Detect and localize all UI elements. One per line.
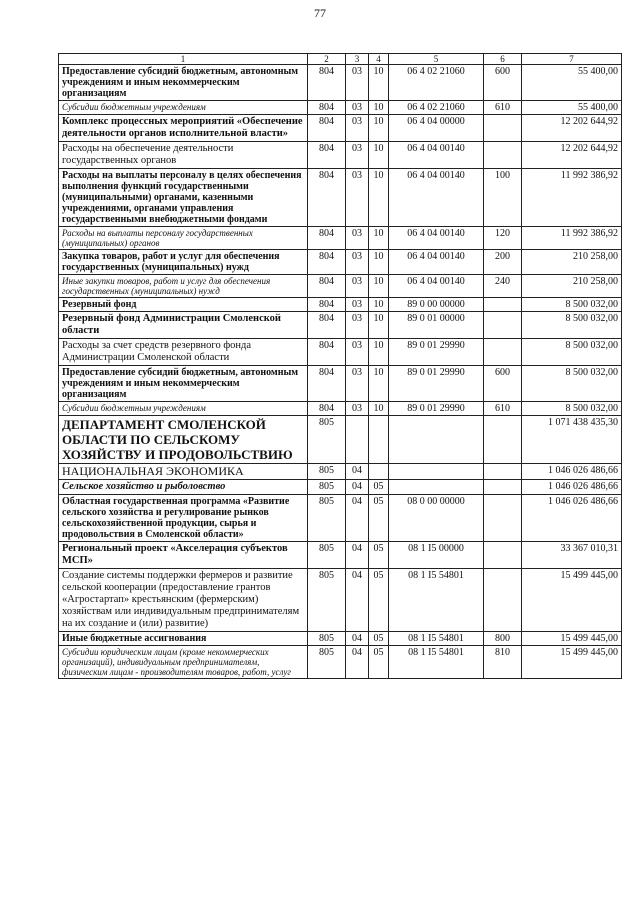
column-header: 7 <box>522 54 622 65</box>
row-name-cell: НАЦИОНАЛЬНАЯ ЭКОНОМИКА <box>59 464 308 480</box>
subsection-code-cell: 10 <box>369 101 389 115</box>
expense-type-cell: 600 <box>484 65 522 101</box>
section-code-cell: 03 <box>346 298 369 312</box>
expense-type-cell <box>484 464 522 480</box>
subsection-code-cell: 10 <box>369 65 389 101</box>
target-article-cell: 06 4 02 21060 <box>389 65 484 101</box>
row-name-cell: Предоставление субсидий бюджетным, автономным учреждениям и иным некоммерческим организациям <box>59 65 308 101</box>
expense-type-cell <box>484 298 522 312</box>
subsection-code-cell: 05 <box>369 495 389 542</box>
expense-type-cell <box>484 339 522 366</box>
section-code-cell: 04 <box>346 569 369 632</box>
target-article-cell: 08 1 I5 54801 <box>389 569 484 632</box>
target-article-cell: 08 0 00 00000 <box>389 495 484 542</box>
ministry-code-cell: 804 <box>308 142 346 169</box>
section-code-cell: 03 <box>346 402 369 416</box>
column-header: 1 <box>59 54 308 65</box>
row-name-cell: ДЕПАРТАМЕНТ СМОЛЕНСКОЙ ОБЛАСТИ ПО СЕЛЬСКОМУ ХОЗЯЙСТВУ И ПРОДОВОЛЬСТВИЮ <box>59 416 308 464</box>
row-name-cell: Иные закупки товаров, работ и услуг для обеспечения государственных (муниципальных) нужд <box>59 275 308 298</box>
row-name-cell: Расходы на выплаты персоналу в целях обеспечения выполнения функций государственными (муниципальными) органами, казенными учреждениями, органами управления государственными внебюджетными фондами <box>59 169 308 227</box>
target-article-cell: 89 0 00 00000 <box>389 298 484 312</box>
expense-type-cell: 240 <box>484 275 522 298</box>
table-row <box>59 65 622 101</box>
table-row <box>59 495 622 542</box>
target-article-cell: 08 1 I5 00000 <box>389 542 484 569</box>
section-code-cell: 04 <box>346 495 369 542</box>
target-article-cell: 06 4 04 00140 <box>389 169 484 227</box>
expense-type-cell: 610 <box>484 402 522 416</box>
subsection-code-cell: 10 <box>369 339 389 366</box>
ministry-code-cell: 804 <box>308 275 346 298</box>
column-header: 4 <box>369 54 389 65</box>
subsection-code-cell: 10 <box>369 115 389 142</box>
table-row <box>59 646 622 679</box>
expense-type-cell: 200 <box>484 250 522 275</box>
amount-cell: 8 500 032,00 <box>522 402 622 416</box>
table-header-row <box>59 54 622 65</box>
ministry-code-cell: 804 <box>308 115 346 142</box>
amount-cell: 8 500 032,00 <box>522 312 622 339</box>
amount-cell: 15 499 445,00 <box>522 569 622 632</box>
expense-type-cell <box>484 542 522 569</box>
expense-type-cell <box>484 495 522 542</box>
row-name-cell: Резервный фонд <box>59 298 308 312</box>
target-article-cell: 08 1 I5 54801 <box>389 646 484 679</box>
target-article-cell: 06 4 04 00140 <box>389 250 484 275</box>
subsection-code-cell: 05 <box>369 569 389 632</box>
row-name-cell: Иные бюджетные ассигнования <box>59 632 308 646</box>
table-row <box>59 227 622 250</box>
row-name-cell: Субсидии юридическим лицам (кроме некоммерческих организаций), индивидуальным предпринимателям, физическим лицам - производителям товаров, работ, услуг <box>59 646 308 679</box>
column-header: 5 <box>389 54 484 65</box>
section-code-cell: 04 <box>346 464 369 480</box>
subsection-code-cell: 10 <box>369 169 389 227</box>
table-row <box>59 250 622 275</box>
subsection-code-cell: 10 <box>369 142 389 169</box>
target-article-cell: 08 1 I5 54801 <box>389 632 484 646</box>
expense-type-cell: 800 <box>484 632 522 646</box>
ministry-code-cell: 804 <box>308 366 346 402</box>
expense-type-cell: 810 <box>484 646 522 679</box>
row-name-cell: Расходы на выплаты персоналу государственных (муниципальных) органов <box>59 227 308 250</box>
ministry-code-cell: 804 <box>308 65 346 101</box>
table-row <box>59 298 622 312</box>
section-code-cell: 03 <box>346 250 369 275</box>
table-row <box>59 480 622 495</box>
amount-cell: 1 071 438 435,30 <box>522 416 622 464</box>
table-row <box>59 569 622 632</box>
ministry-code-cell: 804 <box>308 312 346 339</box>
section-code-cell: 03 <box>346 275 369 298</box>
target-article-cell: 06 4 04 00140 <box>389 275 484 298</box>
table-row <box>59 339 622 366</box>
expense-type-cell <box>484 416 522 464</box>
target-article-cell: 06 4 04 00140 <box>389 227 484 250</box>
amount-cell: 15 499 445,00 <box>522 646 622 679</box>
section-code-cell: 03 <box>346 169 369 227</box>
section-code-cell: 03 <box>346 312 369 339</box>
ministry-code-cell: 804 <box>308 250 346 275</box>
amount-cell: 8 500 032,00 <box>522 366 622 402</box>
table-row <box>59 275 622 298</box>
row-name-cell: Комплекс процессных мероприятий «Обеспечение деятельности органов исполнительной власти» <box>59 115 308 142</box>
amount-cell: 11 992 386,92 <box>522 227 622 250</box>
table-row <box>59 169 622 227</box>
amount-cell: 210 258,00 <box>522 275 622 298</box>
target-article-cell: 89 0 01 29990 <box>389 339 484 366</box>
subsection-code-cell: 05 <box>369 632 389 646</box>
target-article-cell <box>389 464 484 480</box>
ministry-code-cell: 804 <box>308 101 346 115</box>
amount-cell: 8 500 032,00 <box>522 298 622 312</box>
section-code-cell: 04 <box>346 542 369 569</box>
ministry-code-cell: 805 <box>308 416 346 464</box>
section-code-cell: 03 <box>346 227 369 250</box>
section-code-cell: 03 <box>346 101 369 115</box>
column-header: 6 <box>484 54 522 65</box>
target-article-cell: 06 4 02 21060 <box>389 101 484 115</box>
ministry-code-cell: 804 <box>308 227 346 250</box>
ministry-code-cell: 805 <box>308 464 346 480</box>
expense-type-cell <box>484 115 522 142</box>
subsection-code-cell: 10 <box>369 275 389 298</box>
table-row <box>59 366 622 402</box>
subsection-code-cell <box>369 416 389 464</box>
target-article-cell: 89 0 01 00000 <box>389 312 484 339</box>
amount-cell: 55 400,00 <box>522 101 622 115</box>
amount-cell: 1 046 026 486,66 <box>522 464 622 480</box>
expense-type-cell <box>484 142 522 169</box>
row-name-cell: Расходы на обеспечение деятельности государственных органов <box>59 142 308 169</box>
expense-type-cell <box>484 569 522 632</box>
target-article-cell: 89 0 01 29990 <box>389 402 484 416</box>
target-article-cell: 89 0 01 29990 <box>389 366 484 402</box>
budget-table <box>58 53 622 679</box>
ministry-code-cell: 804 <box>308 169 346 227</box>
row-name-cell: Сельское хозяйство и рыболовство <box>59 480 308 495</box>
target-article-cell: 06 4 04 00140 <box>389 142 484 169</box>
table-row <box>59 142 622 169</box>
expense-type-cell: 120 <box>484 227 522 250</box>
amount-cell: 1 046 026 486,66 <box>522 495 622 542</box>
ministry-code-cell: 804 <box>308 298 346 312</box>
subsection-code-cell <box>369 464 389 480</box>
amount-cell: 55 400,00 <box>522 65 622 101</box>
ministry-code-cell: 804 <box>308 402 346 416</box>
amount-cell: 33 367 010,31 <box>522 542 622 569</box>
target-article-cell <box>389 416 484 464</box>
subsection-code-cell: 10 <box>369 227 389 250</box>
row-name-cell: Расходы за счет средств резервного фонда Администрации Смоленской области <box>59 339 308 366</box>
ministry-code-cell: 805 <box>308 495 346 542</box>
expense-type-cell: 600 <box>484 366 522 402</box>
target-article-cell <box>389 480 484 495</box>
row-name-cell: Субсидии бюджетным учреждениям <box>59 101 308 115</box>
amount-cell: 8 500 032,00 <box>522 339 622 366</box>
subsection-code-cell: 05 <box>369 480 389 495</box>
subsection-code-cell: 10 <box>369 250 389 275</box>
row-name-cell: Предоставление субсидий бюджетным, автономным учреждениям и иным некоммерческим организациям <box>59 366 308 402</box>
table-row <box>59 101 622 115</box>
section-code-cell: 04 <box>346 480 369 495</box>
row-name-cell: Субсидии бюджетным учреждениям <box>59 402 308 416</box>
table-row <box>59 312 622 339</box>
column-header: 2 <box>308 54 346 65</box>
section-code-cell: 04 <box>346 632 369 646</box>
section-code-cell: 04 <box>346 646 369 679</box>
amount-cell: 210 258,00 <box>522 250 622 275</box>
ministry-code-cell: 805 <box>308 632 346 646</box>
ministry-code-cell: 804 <box>308 339 346 366</box>
subsection-code-cell: 05 <box>369 542 389 569</box>
expense-type-cell <box>484 312 522 339</box>
row-name-cell: Закупка товаров, работ и услуг для обеспечения государственных (муниципальных) нужд <box>59 250 308 275</box>
subsection-code-cell: 05 <box>369 646 389 679</box>
table-row <box>59 416 622 464</box>
amount-cell: 12 202 644,92 <box>522 115 622 142</box>
table-row <box>59 464 622 480</box>
column-header: 3 <box>346 54 369 65</box>
amount-cell: 12 202 644,92 <box>522 142 622 169</box>
page-number: 77 <box>314 6 326 20</box>
row-name-cell: Областная государственная программа «Развитие сельского хозяйства и регулирование рынков сельскохозяйственной продукции, сырья и продовольствия в Смоленской области» <box>59 495 308 542</box>
section-code-cell: 03 <box>346 65 369 101</box>
table-row <box>59 115 622 142</box>
table-row <box>59 632 622 646</box>
amount-cell: 11 992 386,92 <box>522 169 622 227</box>
subsection-code-cell: 10 <box>369 402 389 416</box>
amount-cell: 15 499 445,00 <box>522 632 622 646</box>
row-name-cell: Региональный проект «Акселерация субъектов МСП» <box>59 542 308 569</box>
expense-type-cell <box>484 480 522 495</box>
section-code-cell: 03 <box>346 366 369 402</box>
table-row <box>59 402 622 416</box>
row-name-cell: Создание системы поддержки фермеров и развитие сельской кооперации (предоставление грантов «Агростартап» крестьянским (фермерским) хозяйствам или индивидуальным предпринимателям на их создание и (или) развитие) <box>59 569 308 632</box>
amount-cell: 1 046 026 486,66 <box>522 480 622 495</box>
row-name-cell: Резервный фонд Администрации Смоленской области <box>59 312 308 339</box>
section-code-cell: 03 <box>346 142 369 169</box>
table-row <box>59 542 622 569</box>
subsection-code-cell: 10 <box>369 312 389 339</box>
ministry-code-cell: 805 <box>308 480 346 495</box>
section-code-cell: 03 <box>346 115 369 142</box>
subsection-code-cell: 10 <box>369 366 389 402</box>
expense-type-cell: 610 <box>484 101 522 115</box>
ministry-code-cell: 805 <box>308 646 346 679</box>
subsection-code-cell: 10 <box>369 298 389 312</box>
section-code-cell: 03 <box>346 339 369 366</box>
target-article-cell: 06 4 04 00000 <box>389 115 484 142</box>
ministry-code-cell: 805 <box>308 542 346 569</box>
expense-type-cell: 100 <box>484 169 522 227</box>
ministry-code-cell: 805 <box>308 569 346 632</box>
section-code-cell <box>346 416 369 464</box>
